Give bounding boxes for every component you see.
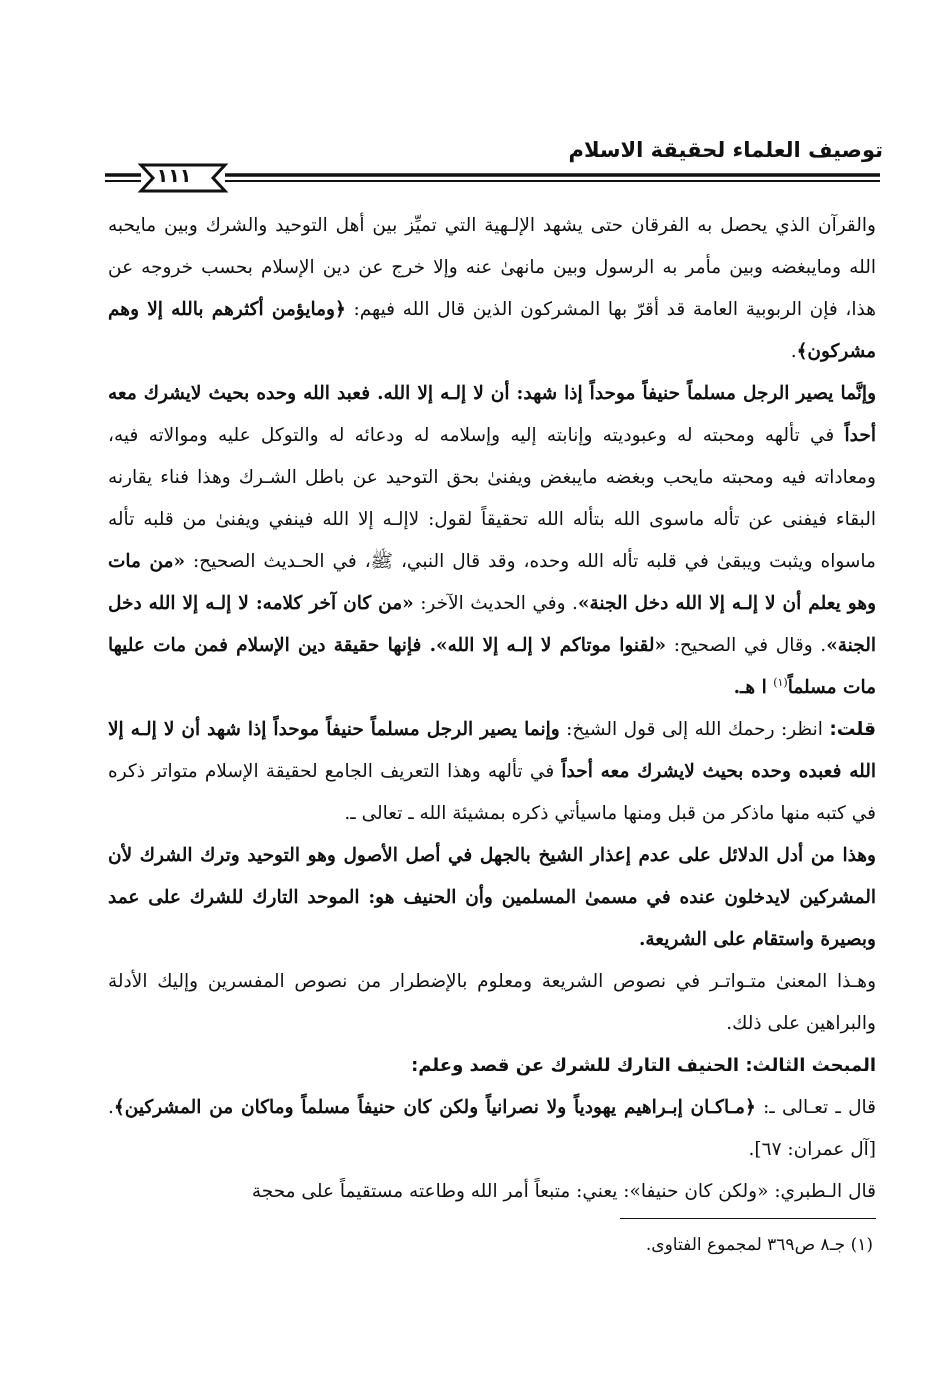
section-heading: المبحث الثالث: الحنيف التارك للشرك عن قصد وعلم: <box>411 1055 876 1076</box>
footnote-rule <box>620 1218 876 1219</box>
inline-heading: قلت: <box>829 719 876 740</box>
hadith-quote: «من مات وهو يعلم أن لا إلـه إلا الله دخل الجنة» <box>108 551 877 614</box>
header-rule <box>105 160 880 204</box>
paragraph: وهذا من أدل الدلائل على عدم إعذار الشيخ بالجهل في أصل الأصول وهو التوحيد وترك الشرك لأن المشركين لايدخلون عنده في مسمىٰ المسلمين وأن الحنيف هو: الموحد التارك للشرك على عمد وبصيرة واستقام على الشريعة. <box>108 845 876 950</box>
paragraph: وهـذا المعنىٰ متـواتـر في نصوص الشريعة ومعلوم بالإضطرار من نصوص المفسرين وإليك الأدلة والبراهين على ذلك. <box>108 971 876 1034</box>
paragraph: وإنَّما يصير الرجل مسلماً حنيفاً موحداً إذا شهد: أن لا إلـه إلا الله. فعبد الله وحده بحيث لايشرك معه أحداً في تألهه ومحبته له وعبوديته وإنابته إليه وإسلامه له ودعائه له والتوكل عليه وموالاته فيه، ومعاداته فيه ومحبته مايحب وبغضه مايبغض ويفنىٰ بحق التوحيد عن باطل الشـرك وهذا فناء يقارنه البقاء فيفنى عن تأله ماسوى الله بتأله الله تحقيقاً لقول: لاإلـه إلا الله فينفي ويفنىٰ من قلبه تأله ماسواه ويثبت ويبقىٰ في قلبه تأله الله وحده، وقد قال النبي، ﷺ، في الحـديث الصحيح: «من مات وهو يعلم أن لا إلـه إلا الله دخل الجنة». وفي الحديث الآخر: «من كان آخر كلامه: لا إلـه إلا الله دخل الجنة». وقال في الصحيح: «لقنوا موتاكم لا إلـه إلا الله». فإنها حقيقة دين الإسلام فمن مات عليها مات مسلماً$^{(١)}$ ا هـ. <box>108 383 877 698</box>
quran-quote: ﴿ومايؤمن أكثرهم بالله إلا وهم مشركون﴾ <box>108 299 876 362</box>
running-title: توصيف العلماء لحقيقة الاسلام <box>568 138 883 162</box>
footnote: (١) جـ٨ ص٣٦٩ لمجموع الفتاوى. <box>645 1235 873 1255</box>
page-number: ١١١ <box>156 165 192 187</box>
quran-quote: ﴿مـاكـان إبـراهيم يهودياً ولا نصرانياً ولكن كان حنيفاً مسلماً وماكان من المشركين﴾ <box>113 1097 756 1118</box>
paragraph: والقرآن الذي يحصل به الفرقان حتى يشهد الإلـهية التي تميِّز بين أهل التوحيد والشرك وبين مايحبه الله ومايبغضه وبين مأمر به الرسول وبين مانهىٰ عنه وإلا خرج عن دين الإسلام بحسب خروجه عن هذا، فإن الربوبية العامة قد أقرّ بها المشركون الذين قال الله فيهم: ﴿ومايؤمن أكثرهم بالله إلا وهم مشركون﴾. <box>108 215 876 362</box>
main-text <box>108 205 876 1213</box>
paragraph: قال ـ تعـالى ـ: ﴿مـاكـان إبـراهيم يهودياً ولا نصرانياً ولكن كان حنيفاً مسلماً وماكان من المشركين﴾. [آل عمران: ٦٧]. <box>108 1097 876 1160</box>
hadith-quote: «من كان آخر كلامه: لا إلـه إلا الله دخل الجنة» <box>108 593 876 656</box>
paragraph: قال الـطبري: «ولكن كان حنيفا»: يعني: متبعاً أمر الله وطاعته مستقيماً على محجة <box>251 1181 876 1202</box>
footnote-marker: (١) <box>773 675 788 689</box>
paragraph: قلت: انظر: رحمك الله إلى قول الشيخ: وإنما يصير الرجل مسلماً حنيفاً موحداً إذا شهد أن لا إلـه إلا الله فعبده وحده بحيث لايشرك معه أحداً في تألهه وهذا التعريف الجامع لحقيقة الإسلام متواتر ذكره في كتبه منها ماذكر من قبل ومنها ماسيأتي ذكره بمشيئة الله ـ تعالى ـ. <box>108 719 877 824</box>
hadith-quote: «لقنوا موتاكم لا إلـه إلا الله». فإنها حقيقة دين الإسلام فمن مات عليها مات مسلماً <box>108 635 876 698</box>
